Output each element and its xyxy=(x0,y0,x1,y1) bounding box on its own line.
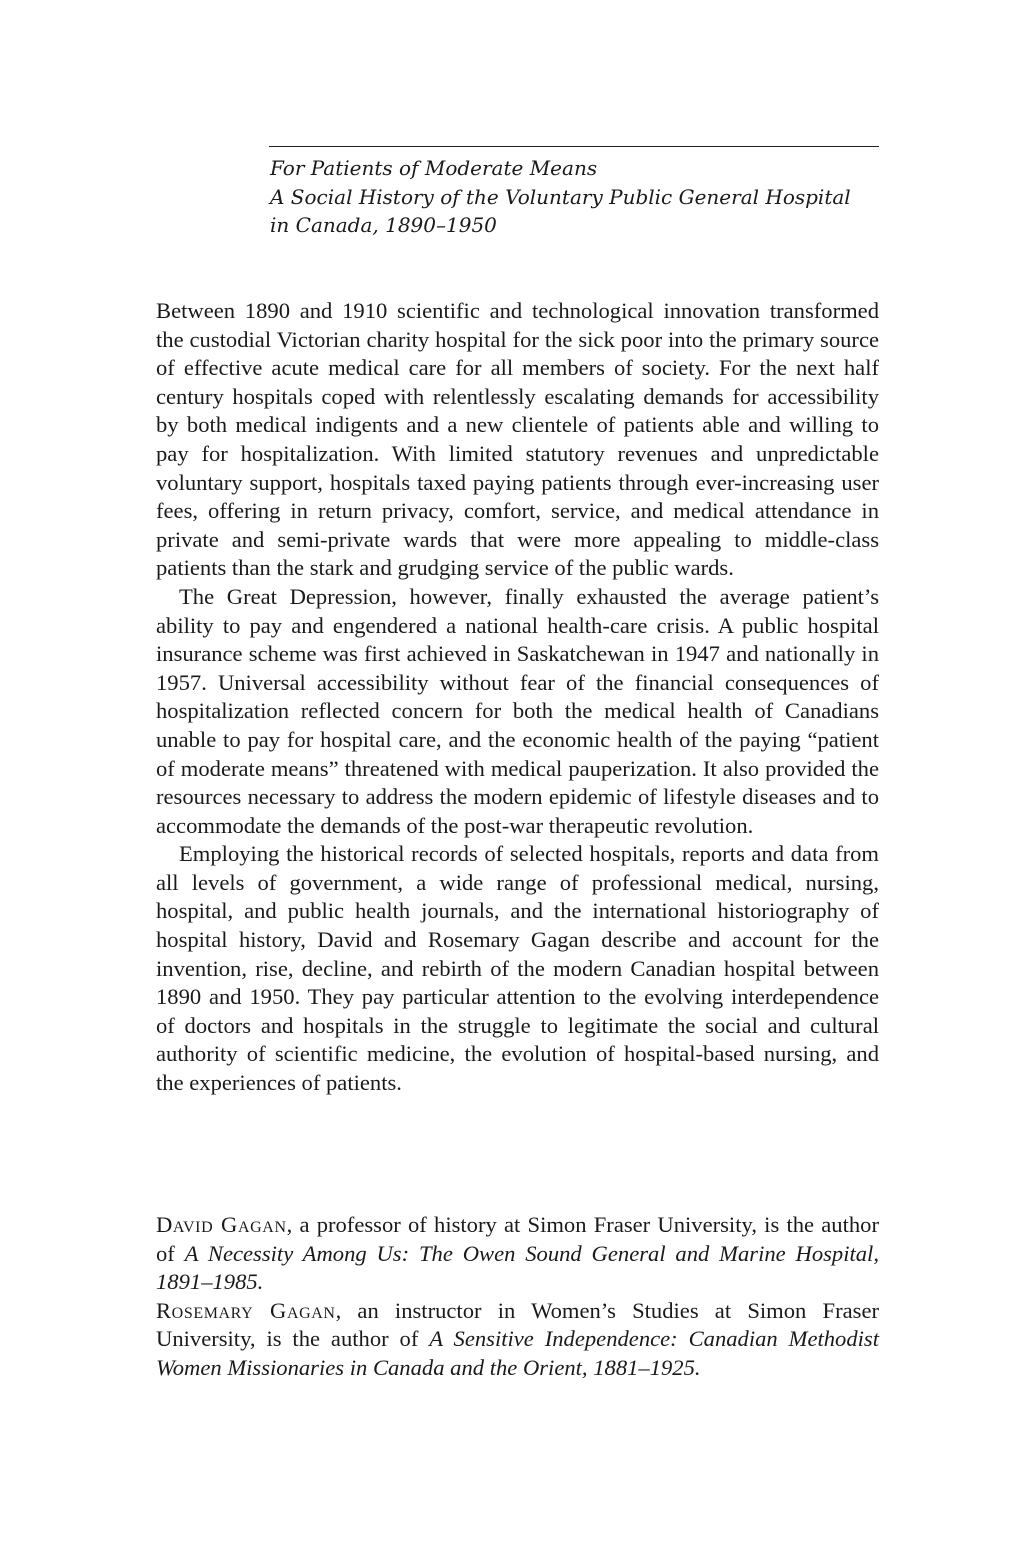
title-rule xyxy=(269,146,879,147)
author-book-rosemary: A Sensitive Independence: Canadian Methodist Women Missionaries in Canada and the Orient, 1881–1925. xyxy=(156,1326,879,1380)
description-paragraph-3: Employing the historical records of selected hospitals, reports and data from all levels of government, a wide range of professional medical, nursing, hospital, and public health journals, and the international historiography of hospital history, David and Rosemary Gagan describe and account for the invention, rise, decline, and rebirth of the modern Canadian hospital between 1890 and 1950. They pay particular attention to the evolving interdependence of doctors and hospitals in the struggle to legitimate the social and cultural authority of scientific medicine, the evolution of hospital-based nursing, and the experiences of patients. xyxy=(156,841,879,1096)
author-bio-rosemary xyxy=(156,1297,879,1383)
book-description xyxy=(156,297,879,1098)
book-title-block xyxy=(270,154,880,240)
book-title: For Patients of Moderate Means xyxy=(270,156,598,180)
book-subtitle-line-1: A Social History of the Voluntary Public General Hospital xyxy=(270,184,851,209)
author-book-david: A Necessity Among Us: The Owen Sound General and Marine Hospital, 1891–1985. xyxy=(156,1240,879,1295)
description-paragraph-2: The Great Depression, however, finally exhausted the average patient’s ability to pay and engendered a national health-care crisis. A public hospital insurance scheme was first achieved in Saskatchewan in 1947 and nationally in 1957. Universal accessibility without fear of the financial consequences of hospitalization reflected concern for both the medical health of Canadians unable to pay for hospital care, and the economic health of the paying “patient of moderate means” threatened with medical pauperization. It also provided the resources necessary to address the modern epidemic of lifestyle diseases and to accommodate the demands of the post-war therapeutic revolution. xyxy=(156,583,879,838)
author-name-rosemary: Rosemary Gagan xyxy=(156,1297,336,1323)
author-bios xyxy=(156,1211,879,1383)
author-bio-rosemary-text: , an instructor in Women’s Studies at Simon Fraser University, is the author of xyxy=(156,1297,879,1352)
author-bio-david xyxy=(156,1211,879,1297)
book-subtitle-line-2: in Canada, 1890–1950 xyxy=(270,213,497,237)
author-name-david: David Gagan xyxy=(156,1212,287,1237)
author-bio-david-text: , a professor of history at Simon Fraser University, is the author of xyxy=(156,1212,879,1266)
description-paragraph-1: Between 1890 and 1910 scientific and technological innovation transformed the custodial Victorian charity hospital for the sick poor into the primary source of effective acute medical care for all members of society. For the next half century hospitals coped with relentlessly escalating demands for accessibility by both medical indigents and a new clientele of patients able and willing to pay for hospitalization. With limited statutory revenues and unpredictable voluntary support, hospitals taxed paying patients through ever-increasing user fees, offering in return privacy, comfort, service, and medical attendance in private and semi-private wards that were more appealing to middle-class patients than the stark and grudging service of the public wards. xyxy=(156,298,879,581)
